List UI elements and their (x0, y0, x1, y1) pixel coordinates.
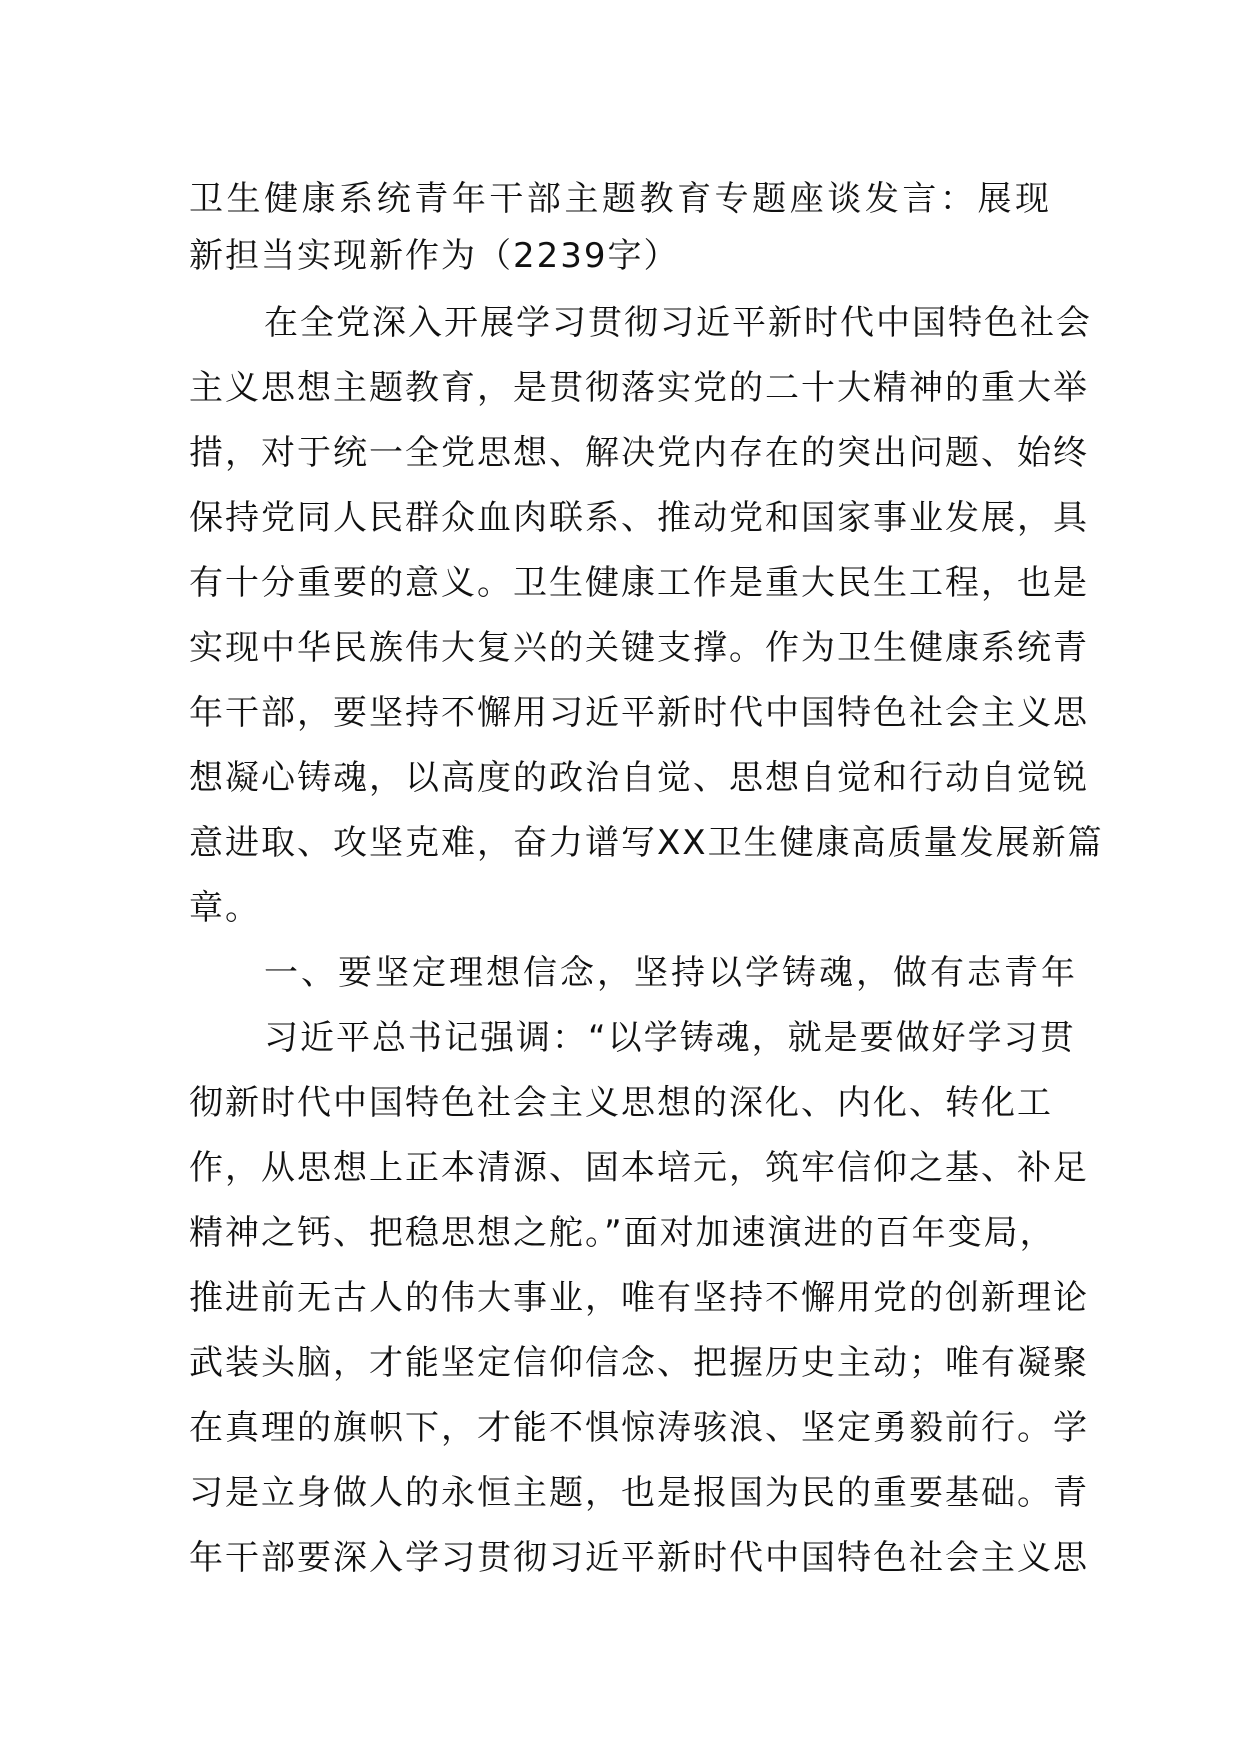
paragraph-2-line: 在真理的旗帜下，才能不惧惊涛骇浪、坚定勇毅前行。学 (189, 1408, 1089, 1448)
section-heading: 一、要坚定理想信念，坚持以学铸魂，做有志青年 (264, 953, 1078, 993)
paragraph-1-line: 实现中华民族伟大复兴的关键支撑。作为卫生健康系统青 (189, 628, 1089, 668)
paragraph-2-line: 推进前无古人的伟大事业，唯有坚持不懈用党的创新理论 (189, 1278, 1089, 1318)
paragraph-2-line: 年干部要深入学习贯彻习近平新时代中国特色社会主义思 (189, 1538, 1089, 1578)
paragraph-2-line: 武装头脑，才能坚定信仰信念、把握历史主动；唯有凝聚 (189, 1343, 1089, 1383)
paragraph-2-line: 彻新时代中国特色社会主义思想的深化、内化、转化工 (189, 1083, 1053, 1123)
paragraph-1-line: 意进取、攻坚克难，奋力谱写XX卫生健康高质量发展新篇 (189, 823, 1104, 863)
paragraph-1-line: 主义思想主题教育，是贯彻落实党的二十大精神的重大举 (189, 368, 1089, 408)
paragraph-1-line: 年干部，要坚持不懈用习近平新时代中国特色社会主义思 (189, 693, 1089, 733)
paragraph-1-line: 章。 (189, 888, 261, 928)
paragraph-1-line: 在全党深入开展学习贯彻习近平新时代中国特色社会 (264, 303, 1092, 343)
paragraph-2-line: 精神之钙、把稳思想之舵。”面对加速演进的百年变局， (189, 1213, 1056, 1253)
paragraph-2-line: 作，从思想上正本清源、固本培元，筑牢信仰之基、补足 (189, 1148, 1089, 1188)
paragraph-2-line: 习是立身做人的永恒主题，也是报国为民的重要基础。青 (189, 1473, 1089, 1513)
paragraph-2-line: 习近平总书记强调：“以学铸魂，就是要做好学习贯 (264, 1018, 1076, 1058)
document-title-line-1: 卫生健康系统青年干部主题教育专题座谈发言：展现 (189, 179, 1051, 219)
document-title-line-2: 新担当实现新作为（2239字） (189, 236, 680, 276)
paragraph-1-line: 措，对于统一全党思想、解决党内存在的突出问题、始终 (189, 433, 1089, 473)
paragraph-1-line: 想凝心铸魂，以高度的政治自觉、思想自觉和行动自觉锐 (189, 758, 1089, 798)
paragraph-1-line: 有十分重要的意义。卫生健康工作是重大民生工程，也是 (189, 563, 1089, 603)
paragraph-1-line: 保持党同人民群众血肉联系、推动党和国家事业发展，具 (189, 498, 1089, 538)
